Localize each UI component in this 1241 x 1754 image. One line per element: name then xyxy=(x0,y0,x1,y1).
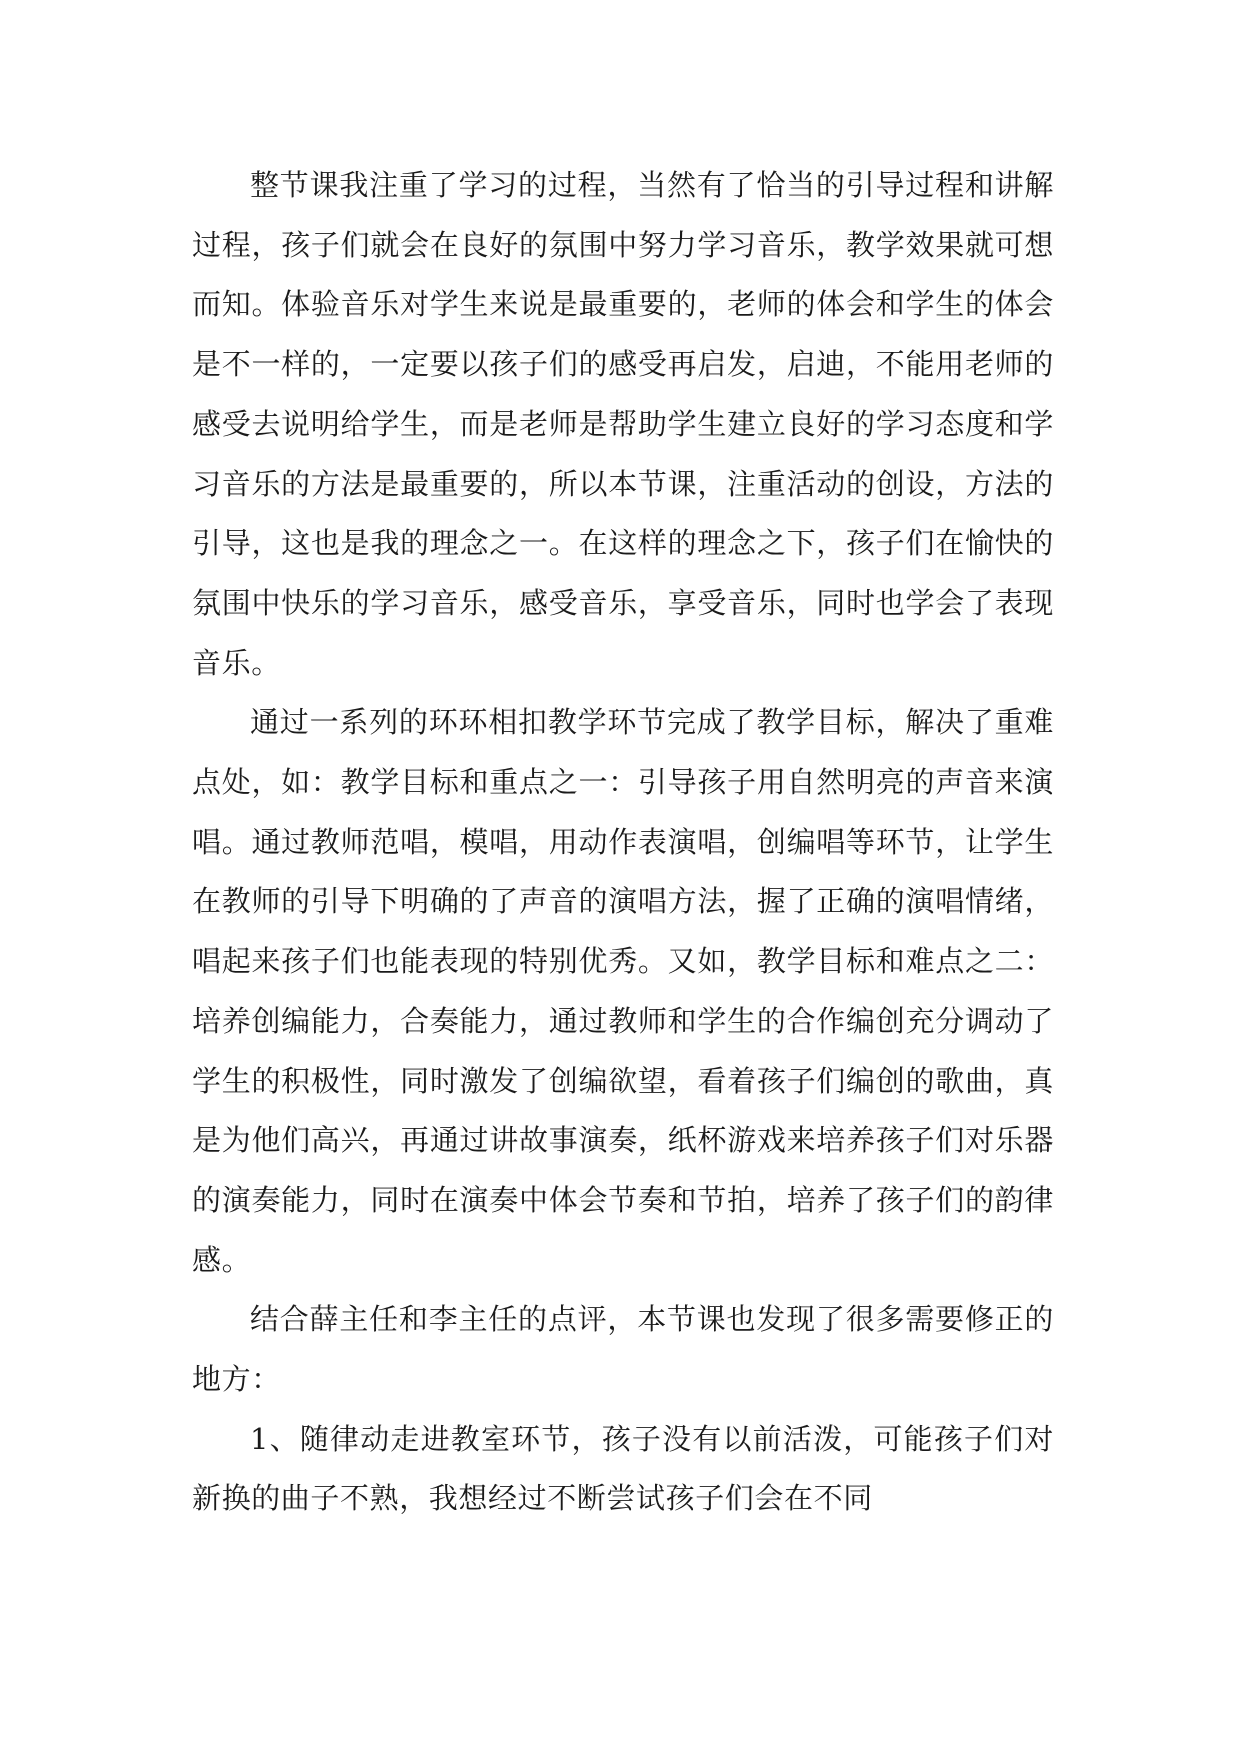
paragraph-reflection: 整节课我注重了学习的过程，当然有了恰当的引导过程和讲解过程，孩子们就会在良好的氛围中努力学习音乐，教学效果就可想而知。体验音乐对学生来说是最重要的，老师的体会和学生的体会是不一样的，一定要以孩子们的感受再启发，启迪，不能用老师的感受去说明给学生，而是老师是帮助学生建立良好的学习态度和学习音乐的方法是最重要的，所以本节课，注重活动的创设，方法的引导，这也是我的理念之一。在这样的理念之下，孩子们在愉快的氛围中快乐的学习音乐，感受音乐，享受音乐，同时也学会了表现音乐。 xyxy=(192,168,1054,680)
paragraph-item-1: 1、随律动走进教室环节，孩子没有以前活泼，可能孩子们对新换的曲子不熟，我想经过不断尝试孩子们会在不同 xyxy=(192,1421,1054,1516)
paragraph-teaching-goals: 通过一系列的环环相扣教学环节完成了教学目标，解决了重难点处，如：教学目标和重点之一：引导孩子用自然明亮的声音来演唱。通过教师范唱，模唱，用动作表演唱，创编唱等环节，让学生在教师的引导下明确的了声音的演唱方法，握了正确的演唱情绪，唱起来孩子们也能表现的特别优秀。又如，教学目标和难点之二：培养创编能力，合奏能力，通过教师和学生的合作编创充分调动了学生的积极性，同时激发了创编欲望，看着孩子们编创的歌曲，真是为他们高兴，再通过讲故事演奏，纸杯游戏来培养孩子们对乐器的演奏能力，同时在演奏中体会节奏和节拍，培养了孩子们的韵律感。 xyxy=(192,705,1054,1277)
document-body xyxy=(192,156,1054,1529)
paragraph-review-intro: 结合薛主任和李主任的点评，本节课也发现了很多需要修正的地方： xyxy=(192,1302,1054,1397)
